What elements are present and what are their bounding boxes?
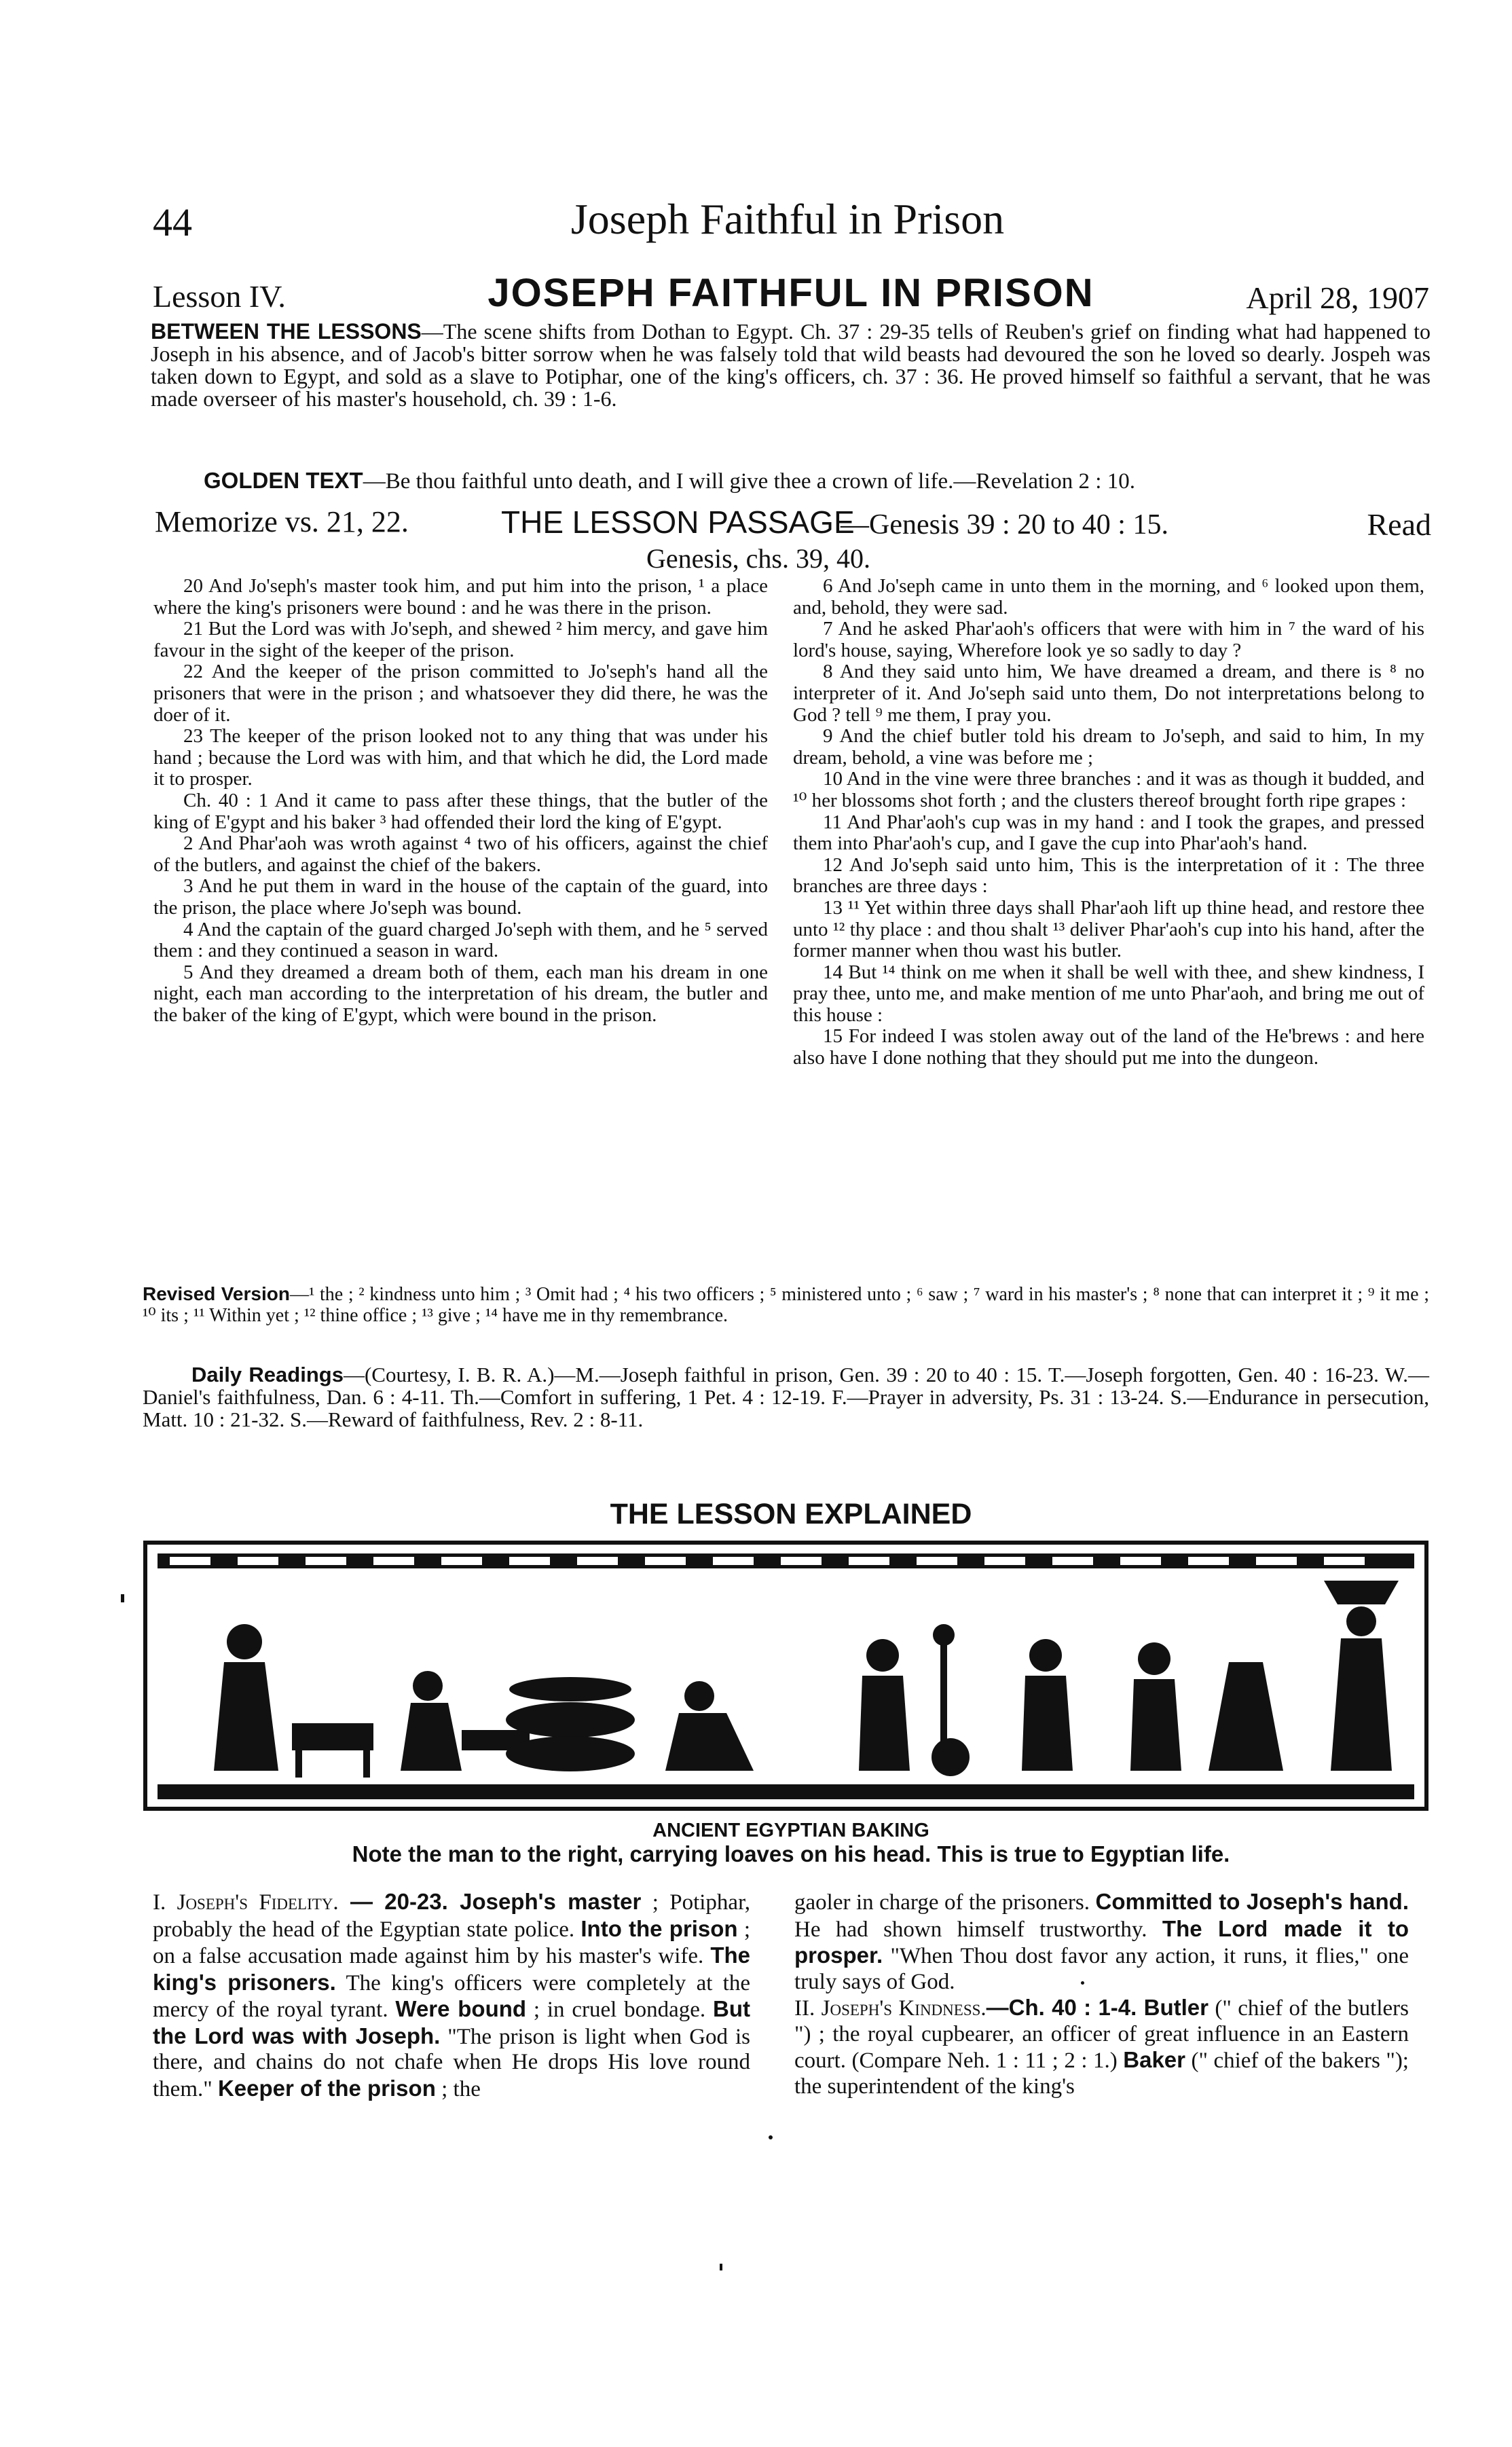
key-phrase: Into the prison xyxy=(580,1915,738,1941)
lesson-passage-heading: THE LESSON PASSAGE xyxy=(501,504,855,540)
revised-text: —¹ the ; ² kindness unto him ; ³ Omit had ; ⁴ his two officers ; ⁵ ministered unto ; ⁶ saw ; ⁷ ward in his master's ; ⁸ none that can interpret it ; ⁹ it me ; ¹⁰ its ; ¹¹ Within yet ; ¹² thine office ; ¹³ give ; ¹⁴ have me in thy remembrance. xyxy=(143,1284,1429,1326)
verse: 15 For indeed I was stolen away out of the land of the He'brews : and here also have I done nothing that they should put me into the dungeon. xyxy=(793,1025,1424,1069)
explanation-text: The king's officers were completely at the mercy of the royal tyrant. xyxy=(153,1970,750,2022)
read-label: Read xyxy=(1367,507,1431,542)
explanation-text: ; the xyxy=(435,2076,481,2101)
memorize-note: Memorize vs. 21, 22. xyxy=(155,505,409,538)
verse: 12 And Jo'seph said unto him, This is the interpretation of it : The three branches are three days : xyxy=(793,853,1424,898)
explanation-text: (" chief of the bakers "); the superintendent of the king's xyxy=(794,2048,1409,2099)
key-phrase: The Lord made it to prosper. xyxy=(794,1915,1409,1968)
key-phrase: Butler xyxy=(1137,1995,1209,2020)
lesson-passage-reference: —Genesis 39 : 20 to 40 : 15. xyxy=(841,509,1168,540)
section-reference: —Ch. 40 : 1-4. xyxy=(986,1995,1137,2020)
print-speck xyxy=(769,2135,773,2139)
explanation-text: He had shown himself trustworthy. xyxy=(794,1917,1162,1942)
lesson-explained-heading: THE LESSON EXPLAINED xyxy=(610,1498,972,1530)
daily-readings xyxy=(143,1363,1429,1431)
between-label: BETWEEN THE LESSONS xyxy=(151,319,422,344)
passage-column-left xyxy=(153,576,768,1026)
print-speck xyxy=(121,1594,124,1602)
illustration-caption-title: ANCIENT EGYPTIAN BAKING xyxy=(652,1820,929,1841)
key-phrase: Baker xyxy=(1123,2047,1185,2072)
verse: 13 ¹¹ Yet within three days shall Phar'aoh lift up thine head, and restore thee unto ¹² thy place : and thou shalt ¹³ deliver Phar'aoh's cup into his hand, after the former manner when thou wast his butler. xyxy=(793,896,1424,962)
verse: 22 And the keeper of the prison committed to Jo'seph's hand all the prisoners that were in the prison ; and whatsoever they did there, he was the doer of it. xyxy=(153,661,768,726)
explanation-text: ; Potiphar, probably the head of the Egyptian state police. xyxy=(153,1890,750,1942)
section-heading: II. Joseph's Kindness. xyxy=(794,1996,987,2021)
golden-body: —Be thou faithful unto death, and I will give thee a crown of life.—Revelation 2 : 10. xyxy=(363,469,1135,494)
verse: 7 And he asked Phar'aoh's officers that were with him in ⁷ the ward of his lord's house, saying, Wherefore look ye so sadly to day ? xyxy=(793,618,1424,661)
verse: 3 And he put them in ward in the house of the captain of the guard, into the prison, the place where Jo'seph was bound. xyxy=(153,875,768,919)
explanation-text: ; on a false accusation made against him by his master's wife. xyxy=(153,1917,750,1968)
print-speck xyxy=(720,2264,722,2270)
lesson-passage-header xyxy=(155,504,1431,580)
explanation-text: "The prison is light when God is there, and chains do not chafe when He drops His love round them." xyxy=(153,2024,750,2101)
explanation-column-left xyxy=(153,1889,750,2102)
verse: 9 And the chief butler told his dream to Jo'seph, and said to him, In my dream, behold, a vine was before me ; xyxy=(793,725,1424,769)
explanation-text: gaoler in charge of the prisoners. xyxy=(794,1890,1096,1915)
golden-text xyxy=(204,467,1426,495)
explanation-text: ; in cruel bondage. xyxy=(526,1998,713,2022)
explanation-text: (" chief of the butlers ") ; the royal cupbearer, an officer of great influence in an Eastern court. (Compare Neh. 1 : 11 ; 2 : 1.) xyxy=(794,1996,1409,2073)
verse: 5 And they dreamed a dream both of them, each man his dream in one night, each man according to the interpretation of his dream, the butler and the baker of the king of E'gypt, which were bound in the prison. xyxy=(153,961,768,1026)
key-phrase: Keeper of the prison xyxy=(217,2075,436,2101)
lesson-title: JOSEPH FAITHFUL IN PRISON xyxy=(487,271,1094,315)
revised-version-notes xyxy=(143,1283,1429,1326)
key-phrase: The king's prisoners. xyxy=(153,1943,750,1995)
page-number: 44 xyxy=(153,200,192,244)
daily-label: Daily Readings xyxy=(191,1363,344,1386)
lesson-date: April 28, 1907 xyxy=(1246,280,1429,315)
caption-body: Note the man to the right, carrying loaves on his head. This is true to Egyptian life. xyxy=(352,1841,1230,1866)
illustration-caption-text xyxy=(153,1841,1429,1868)
verse: 8 And they said unto him, We have dreamed a dream, and there is ⁸ no interpreter of it. And Jo'seph said unto them, Do not interpretations belong to God ? tell ⁹ me them, I pray you. xyxy=(793,661,1424,726)
revised-label: Revised Version xyxy=(143,1283,290,1304)
running-title: Joseph Faithful in Prison xyxy=(570,195,1005,243)
egyptian-baking-illustration xyxy=(143,1540,1429,1811)
verse: 2 And Phar'aoh was wroth against ⁴ two of his officers, against the chief of the butlers, and against the chief of the bakers. xyxy=(153,832,768,876)
lesson-header xyxy=(153,270,1429,318)
between-text: —The scene shifts from Dothan to Egypt. Ch. 37 : 29-35 tells of Reuben's grief on finding what had happened to Joseph in his absence, and of Jacob's bitter sorrow when he was falsely told that wild beasts had devoured the son he loved so dearly. Jospeh was taken down to Egypt, and sold as a slave to Potiphar, one of the king's officers, ch. 37 : 36. He proved himself so faithful a servant, that he was made overseer of his master's household, ch. 39 : 1-6. xyxy=(151,319,1431,411)
verse: 21 But the Lord was with Jo'seph, and shewed ² him mercy, and gave him favour in the sight of the keeper of the prison. xyxy=(153,618,768,661)
verse: 4 And the captain of the guard charged Jo'seph with them, and he ⁵ served them : and they continued a season in ward. xyxy=(153,918,768,962)
key-phrase: Were bound xyxy=(395,1996,527,2021)
key-phrase: But the Lord was with Joseph. xyxy=(153,1996,750,2048)
key-phrase: Joseph's master xyxy=(447,1889,642,1914)
verse: 11 And Phar'aoh's cup was in my hand : and I took the grapes, and pressed them into Phar'aoh's cup, and I gave the cup into Phar'aoh's hand. xyxy=(793,811,1424,855)
section-heading: I. Joseph's Fidelity. xyxy=(153,1890,339,1915)
running-head xyxy=(153,194,1422,249)
verse: 14 But ¹⁴ think on me when it shall be well with thee, and shew kindness, I pray thee, unto me, and make mention of me unto Phar'aoh, and bring me out of this house : xyxy=(793,961,1424,1026)
section-reference: — 20-23. xyxy=(338,1889,448,1914)
explanation-text: "When Thou dost favor any action, it runs, it flies," one truly says of God. xyxy=(794,1944,1409,1994)
golden-label: GOLDEN TEXT xyxy=(204,468,363,493)
print-speck xyxy=(1081,1981,1084,1985)
lesson-number: Lesson IV. xyxy=(153,279,286,314)
verse: Ch. 40 : 1 And it came to pass after these things, that the butler of the king of E'gypt and his baker ³ had offended their lord the king of E'gypt. xyxy=(153,789,768,833)
verse: 6 And Jo'seph came in unto them in the morning, and ⁶ looked upon them, and, behold, they were sad. xyxy=(793,575,1424,619)
verse: 20 And Jo'seph's master took him, and put him into the prison, ¹ a place where the king's prisoners were bound : and he was there in the prison. xyxy=(153,575,768,619)
read-reference: Genesis, chs. 39, 40. xyxy=(646,543,870,574)
passage-column-right xyxy=(793,576,1424,1069)
explanation-column-right xyxy=(794,1889,1409,2099)
verse: 23 The keeper of the prison looked not to any thing that was under his hand ; because the Lord was with him, and that which he did, the Lord made it to prosper. xyxy=(153,725,768,790)
daily-text: —(Courtesy, I. B. R. A.)—M.—Joseph faithful in prison, Gen. 39 : 20 to 40 : 15. T.—Joseph forgotten, Gen. 40 : 16-23. W.—Daniel's faithfulness, Dan. 6 : 4-11. Th.—Comfort in suffering, 1 Pet. 4 : 12-19. F.—Prayer in adversity, Ps. 31 : 13-24. S.—Endurance in persecution, Matt. 10 : 21-32. S.—Reward of faithfulness, Rev. 2 : 8-11. xyxy=(143,1363,1429,1431)
key-phrase: Committed to Joseph's hand. xyxy=(1095,1889,1409,1914)
verse: 10 And in the vine were three branches : and it was as though it budded, and ¹⁰ her blossoms shot forth ; and the clusters thereof brought forth ripe grapes : xyxy=(793,768,1424,811)
between-the-lessons xyxy=(151,320,1431,410)
